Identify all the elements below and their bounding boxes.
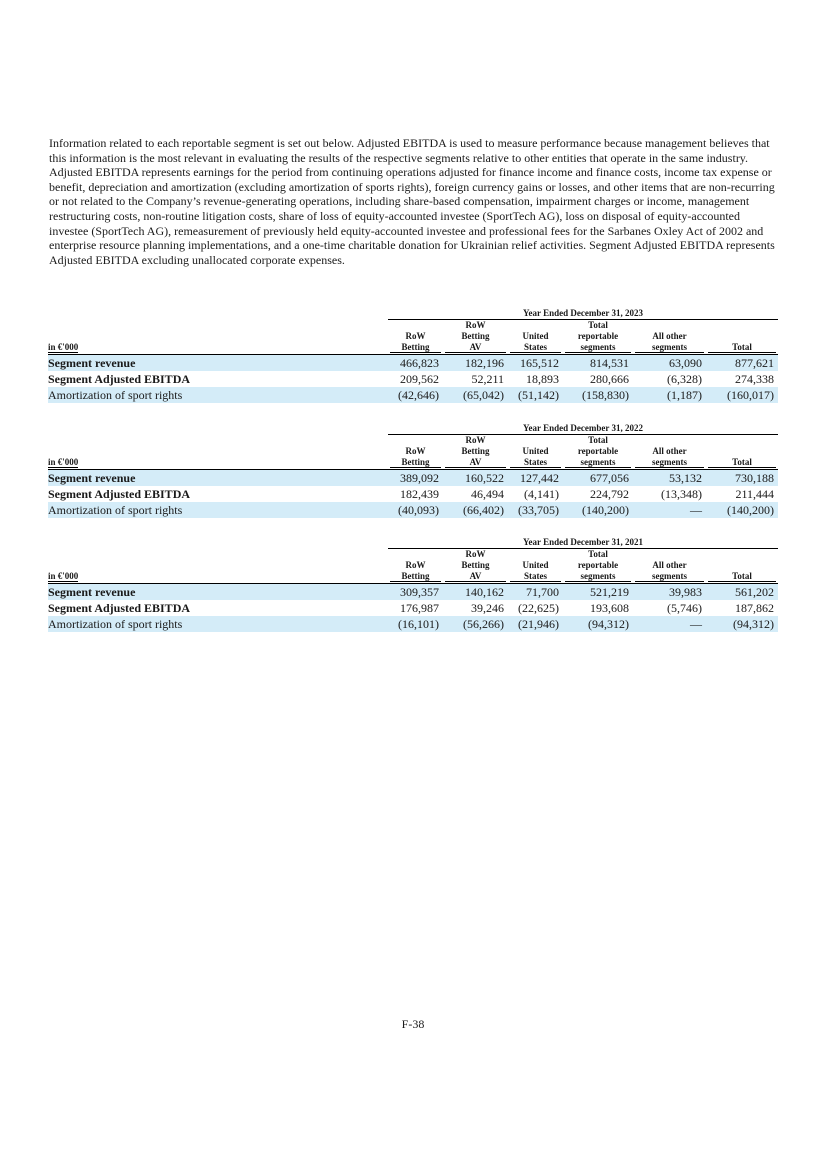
cell: 814,531 <box>563 355 633 372</box>
col-all-other: All other segments <box>633 549 706 584</box>
col-united-states: United States <box>508 435 563 470</box>
cell: 211,444 <box>735 487 774 501</box>
cell: 18,893 <box>526 372 559 386</box>
cell: (56,266) <box>443 616 508 632</box>
cell: (51,142) <box>508 387 563 403</box>
cell: 182,439 <box>400 487 439 501</box>
col-row-betting: RoW Betting <box>388 320 443 355</box>
table-row <box>48 387 778 403</box>
segment-table-2 <box>48 423 778 518</box>
segment-table-3 <box>48 537 778 632</box>
cell: 182,196 <box>443 355 508 372</box>
cell: (94,312) <box>563 616 633 632</box>
cell: (6,328) <box>667 372 702 386</box>
col-row-betting: RoW Betting <box>388 549 443 584</box>
cell: (65,042) <box>443 387 508 403</box>
col-row-betting: RoW Betting <box>388 435 443 470</box>
col-all-other: All other segments <box>633 320 706 355</box>
intro-paragraph: Information related to each reportable segment is set out below. Adjusted EBITDA is used to measure performance because management believes that this information is the most relevant in evaluating the results of the respective segments relative to other entities that operate in the same industry. Adjusted EBITDA represents earnings for the period from continuing operations adjusted for finance income and finance costs, income tax expense or benefit, depreciation and amortization (excluding amortization of sports rights), foreign currency gains or losses, and other items that are non-recurring or not related to the Company’s revenue-generating operations, including share-based compensation, impairment charges or income, management restructuring costs, non-routine litigation costs, share of loss of equity-accounted investee (SportTech AG), loss on disposal of equity-accounted investee (SportTech AG), remeasurement of previously held equity-accounted investee and professional fees for the Sarbanes Oxley Act of 2002 and enterprise resource planning implementations, and a one-time charitable donation for Ukrainian relief activities. Segment Adjusted EBITDA represents Adjusted EBITDA excluding unallocated corporate expenses. <box>49 136 775 267</box>
col-all-other: All other segments <box>633 435 706 470</box>
cell: (42,646) <box>388 387 443 403</box>
cell: (22,625) <box>518 601 559 615</box>
cell: 730,188 <box>706 470 778 487</box>
cell: 187,862 <box>735 601 774 615</box>
cell: 39,246 <box>471 601 504 615</box>
col-total: Total <box>706 549 778 584</box>
cell: 63,090 <box>633 355 706 372</box>
cell: 274,338 <box>735 372 774 386</box>
table-row <box>48 371 778 387</box>
col-united-states: United States <box>508 320 563 355</box>
cell: 521,219 <box>563 584 633 601</box>
cell: — <box>633 502 706 518</box>
page-number: F-38 <box>401 1017 425 1031</box>
unit-label: in €'000 <box>48 571 79 581</box>
cell: (33,705) <box>508 502 563 518</box>
year-header: Year Ended December 31, 2023 <box>388 308 778 320</box>
cell: (21,946) <box>508 616 563 632</box>
cell: (16,101) <box>388 616 443 632</box>
col-row-betting-av: RoW Betting AV <box>443 435 508 470</box>
col-row-betting-av: RoW Betting AV <box>443 549 508 584</box>
col-total-reportable: Total reportable segments <box>563 435 633 470</box>
unit-label: in €'000 <box>48 342 79 352</box>
row-label: Amortization of sport rights <box>48 502 388 518</box>
cell: 309,357 <box>388 584 443 601</box>
cell: (5,746) <box>667 601 702 615</box>
cell: 140,162 <box>443 584 508 601</box>
cell: 224,792 <box>590 487 629 501</box>
cell: 389,092 <box>388 470 443 487</box>
table-row <box>48 502 778 518</box>
cell: 127,442 <box>508 470 563 487</box>
col-total: Total <box>706 435 778 470</box>
segment-table-1 <box>48 308 778 403</box>
year-header: Year Ended December 31, 2022 <box>388 423 778 435</box>
row-label: Segment Adjusted EBITDA <box>48 487 191 501</box>
cell: 160,522 <box>443 470 508 487</box>
row-label: Segment Adjusted EBITDA <box>48 372 191 386</box>
row-label: Segment Adjusted EBITDA <box>48 601 191 615</box>
col-total-reportable: Total reportable segments <box>563 320 633 355</box>
cell: 165,512 <box>508 355 563 372</box>
table-row <box>48 616 778 632</box>
table-row <box>48 584 778 601</box>
cell: (1,187) <box>633 387 706 403</box>
col-row-betting-av: RoW Betting AV <box>443 320 508 355</box>
unit-label: in €'000 <box>48 457 79 467</box>
cell: 280,666 <box>590 372 629 386</box>
table-row <box>48 470 778 487</box>
year-header: Year Ended December 31, 2021 <box>388 537 778 549</box>
cell: (160,017) <box>706 387 778 403</box>
row-label: Segment revenue <box>48 355 388 372</box>
cell: 71,700 <box>508 584 563 601</box>
cell: 677,056 <box>563 470 633 487</box>
cell: (4,141) <box>524 487 559 501</box>
cell: 46,494 <box>471 487 504 501</box>
cell: (140,200) <box>706 502 778 518</box>
cell: (66,402) <box>443 502 508 518</box>
cell: (40,093) <box>388 502 443 518</box>
table-row <box>48 355 778 372</box>
cell: (140,200) <box>563 502 633 518</box>
row-label: Segment revenue <box>48 584 388 601</box>
cell: 193,608 <box>590 601 629 615</box>
cell: 176,987 <box>400 601 439 615</box>
cell: 52,211 <box>471 372 504 386</box>
cell: 466,823 <box>388 355 443 372</box>
cell: (13,348) <box>661 487 702 501</box>
row-label: Amortization of sport rights <box>48 616 388 632</box>
col-united-states: United States <box>508 549 563 584</box>
cell: 53,132 <box>633 470 706 487</box>
col-total: Total <box>706 320 778 355</box>
cell: — <box>633 616 706 632</box>
cell: (94,312) <box>706 616 778 632</box>
table-row <box>48 486 778 502</box>
row-label: Amortization of sport rights <box>48 387 388 403</box>
table-row <box>48 600 778 616</box>
cell: 209,562 <box>400 372 439 386</box>
col-total-reportable: Total reportable segments <box>563 549 633 584</box>
cell: (158,830) <box>563 387 633 403</box>
row-label: Segment revenue <box>48 470 388 487</box>
cell: 877,621 <box>706 355 778 372</box>
cell: 561,202 <box>706 584 778 601</box>
cell: 39,983 <box>633 584 706 601</box>
